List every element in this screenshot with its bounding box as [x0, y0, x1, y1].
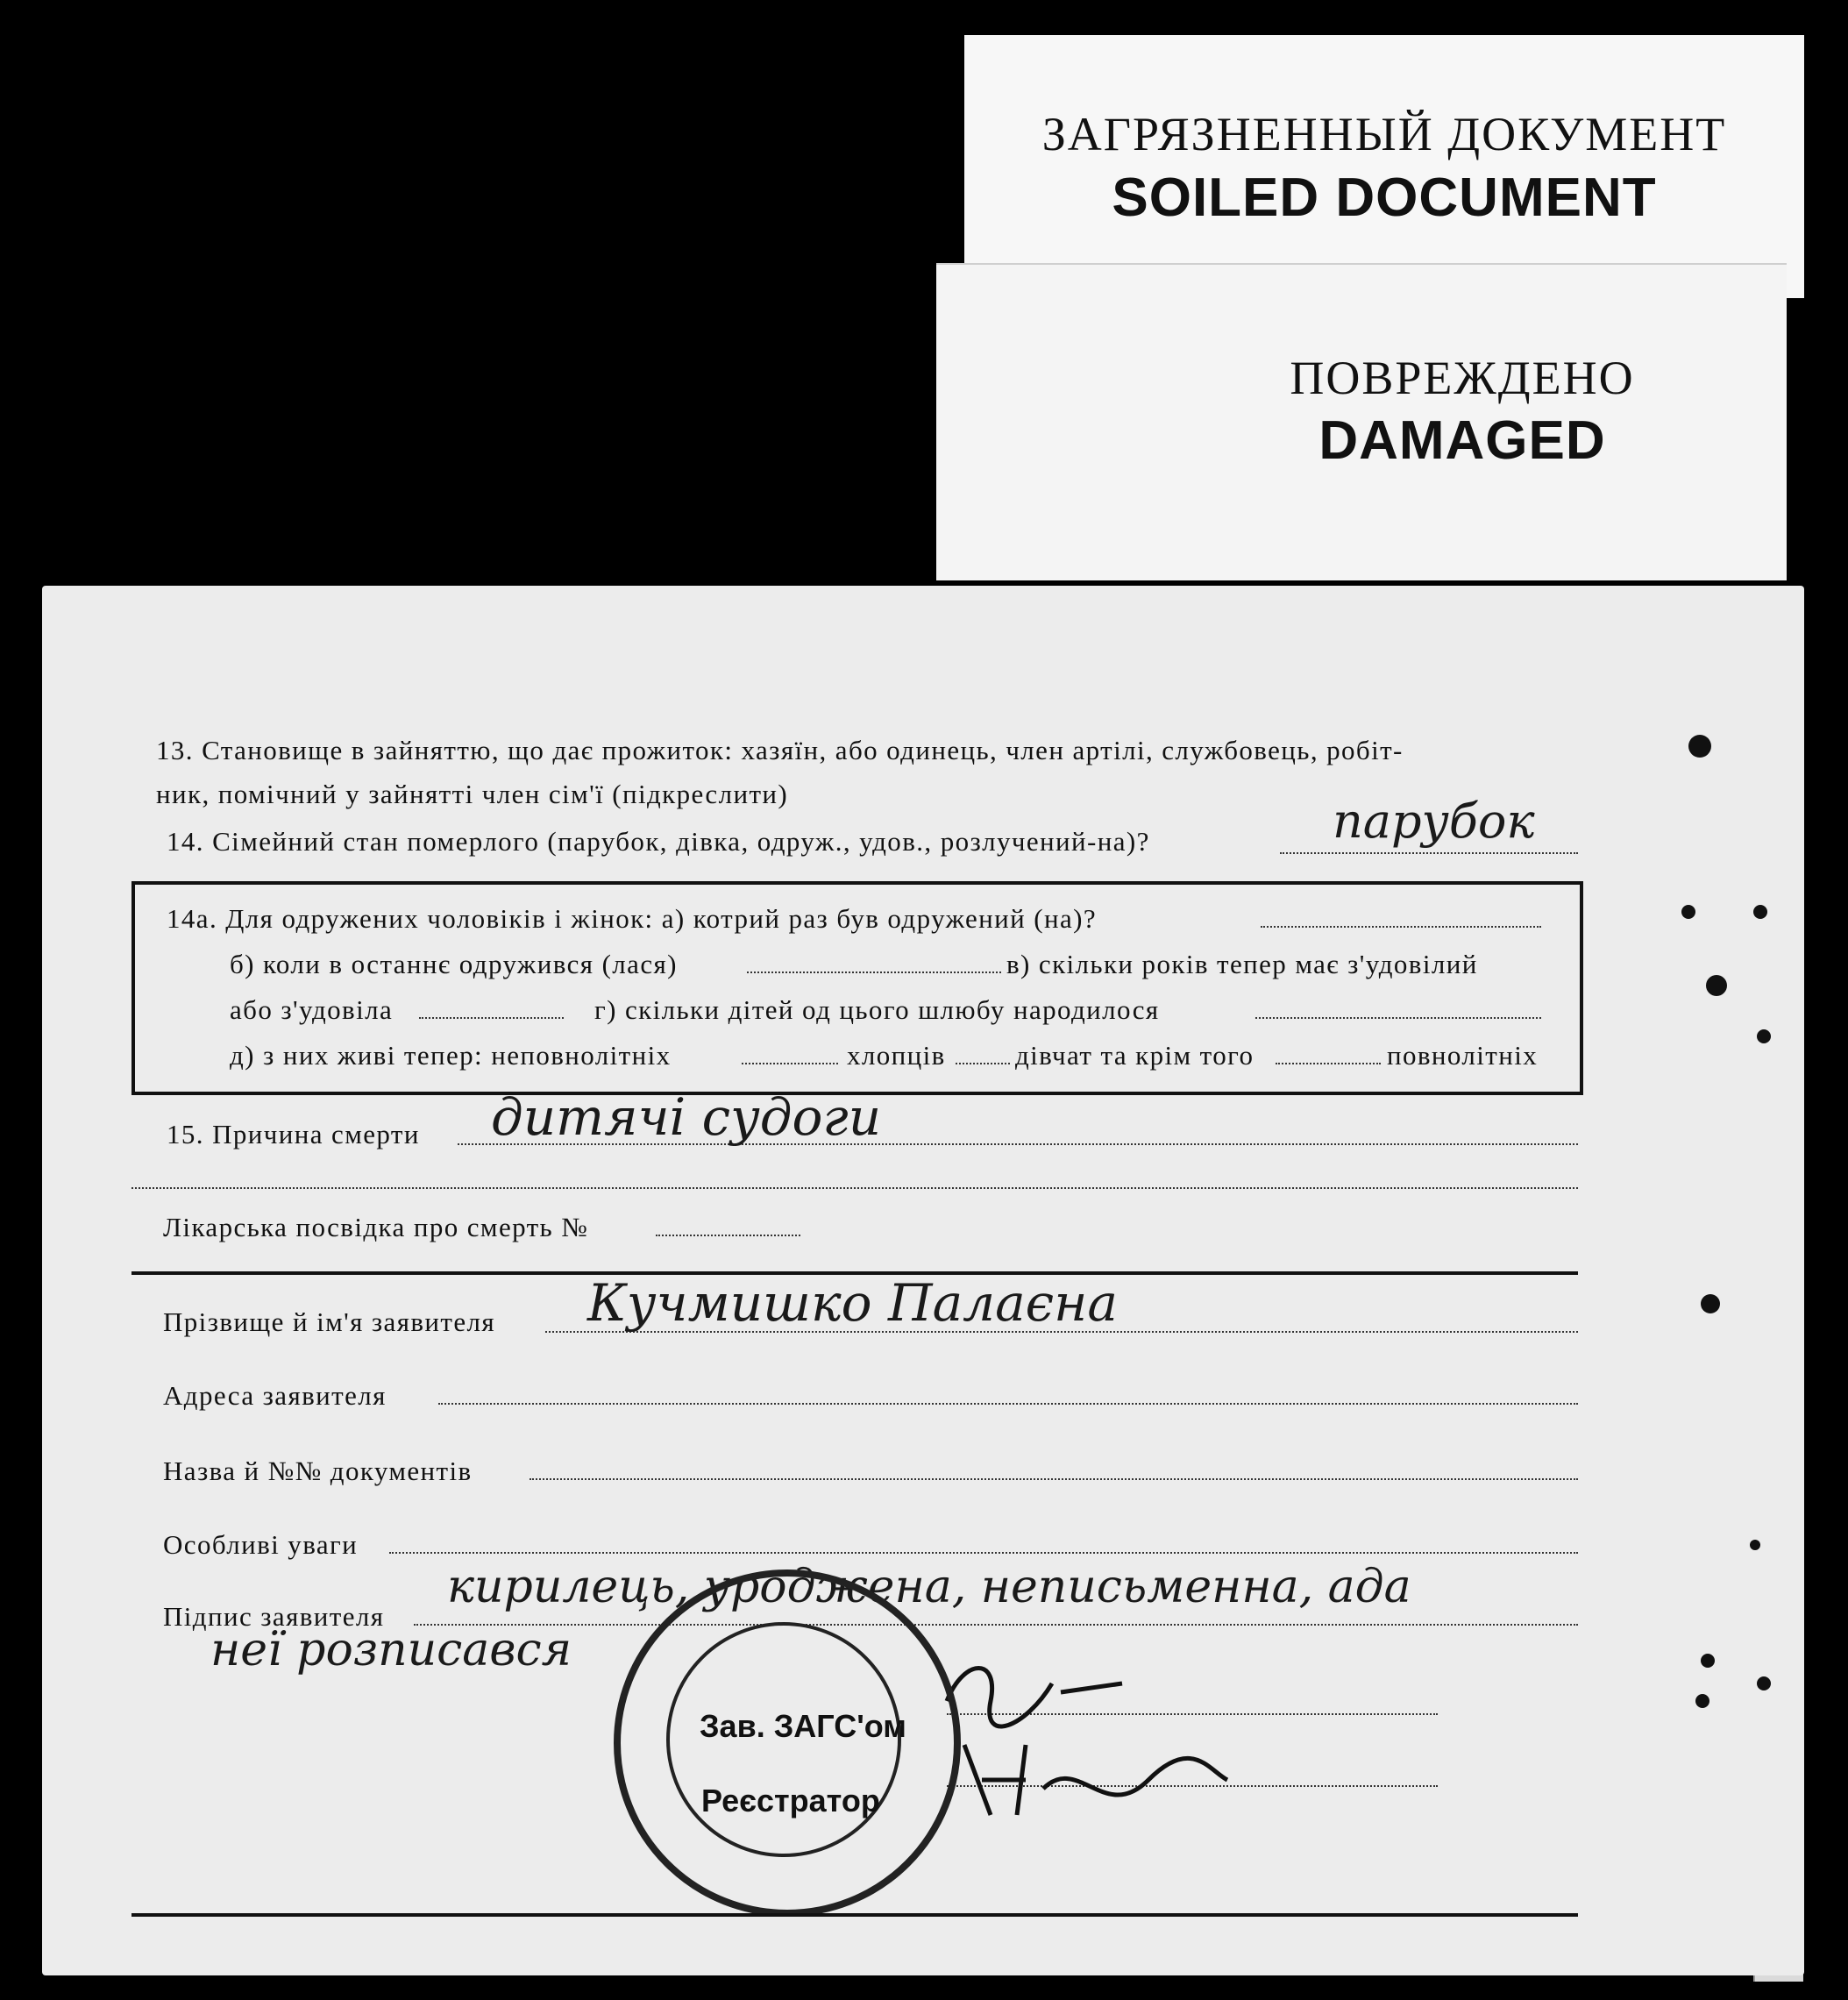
- item-14a-field-a: [1261, 926, 1541, 928]
- punch-hole: [1695, 1694, 1709, 1708]
- applicant-name-label: Прізвище й ім'я заявителя: [163, 1306, 496, 1337]
- damaged-label-en: DAMAGED: [1318, 410, 1606, 471]
- item-15-field-continued: [131, 1187, 1578, 1189]
- notes-field: [389, 1552, 1578, 1554]
- item-14a-line-3b: г) скільки дітей од цього шлюбу народилося: [594, 994, 1160, 1025]
- item-14a-line-2a: б) коли в останнє одружився (лася): [230, 949, 678, 979]
- signature-answer-line-1: кирилець, уроджена, неписьменна, ада: [447, 1561, 1411, 1613]
- item-13-line-1: 13. Становище в зайняттю, що дає прожиток: хазяїн, або одинець, член артілі, службовець, робіт-: [156, 735, 1404, 765]
- item-14a-line-4d: повнолітніх: [1387, 1040, 1539, 1071]
- item-14a-line-4a: д) з них живі тепер: неповнолітніх: [230, 1040, 672, 1071]
- bottom-rule: [131, 1913, 1578, 1917]
- punch-hole: [1750, 1540, 1760, 1550]
- item-15-answer: дитячі судоги: [491, 1087, 882, 1147]
- documents-label: Назва й №№ документів: [163, 1456, 473, 1486]
- soiled-label-en: SOILED DOCUMENT: [1112, 167, 1657, 228]
- item-14a-line-1: 14а. Для одружених чоловіків і жінок: а) котрий раз був одружений (на)?: [167, 903, 1098, 934]
- item-14-label: 14. Сімейний стан померлого (парубок, дівка, одруж., удов., розлучений-на)?: [167, 826, 1150, 857]
- damaged-label-ru: ПОВРЕЖДЕНО: [1290, 352, 1635, 404]
- punch-hole: [1688, 735, 1711, 758]
- item-14a-field-children: [1255, 1017, 1541, 1019]
- item-14a-line-4b: хлопців: [847, 1040, 946, 1071]
- item-14-field: [1280, 852, 1578, 854]
- medical-certificate-field: [656, 1235, 800, 1236]
- item-14a-field-widowed: [419, 1017, 564, 1019]
- soiled-label-ru: ЗАГРЯЗНЕННЫЙ ДОКУМЕНТ: [1041, 108, 1727, 160]
- signature-label: Підпис заявителя: [163, 1601, 385, 1632]
- item-13-line-2: ник, помічний у зайнятті член сім'ї (підкреслити): [156, 779, 789, 809]
- item-14-answer: парубок: [1333, 794, 1535, 849]
- documents-field: [530, 1478, 1578, 1480]
- signature-answer-line-2: неї розписався: [210, 1624, 572, 1676]
- punch-hole: [1681, 905, 1695, 919]
- item-14a-field-b: [747, 972, 1001, 973]
- signature-field: [414, 1624, 1578, 1626]
- item-14a-line-2b: в) скільки років тепер має з'удовілий: [1006, 949, 1478, 979]
- punch-hole: [1701, 1294, 1720, 1313]
- punch-hole: [1757, 1676, 1771, 1690]
- soiled-document-label: [964, 35, 1804, 298]
- applicant-name-answer: Кучмишко Палаєна: [587, 1273, 1118, 1333]
- punch-hole: [1757, 1029, 1771, 1043]
- item-14a-field-boys: [956, 1063, 1010, 1064]
- official-seal: [614, 1569, 961, 1917]
- applicant-address-field: [438, 1403, 1578, 1405]
- item-14a-field-girls: [1276, 1063, 1381, 1064]
- punch-hole: [1701, 1654, 1715, 1668]
- punch-hole: [1753, 905, 1767, 919]
- seal-text-head: Зав. ЗАГС'ом: [700, 1708, 906, 1744]
- item-14a-line-3a: або з'удовіла: [230, 994, 394, 1025]
- item-15-label: 15. Причина смерти: [167, 1119, 420, 1149]
- item-14a-field-minors: [742, 1063, 838, 1064]
- item-14a-line-4c: дівчат та крім того: [1015, 1040, 1255, 1071]
- seal-text-registrar: Реєстратор: [701, 1783, 880, 1819]
- medical-certificate-label: Лікарська посвідка про смерть №: [163, 1212, 589, 1242]
- damaged-document-label: [936, 263, 1787, 580]
- punch-hole: [1706, 975, 1727, 996]
- registrar-signature-icon: [929, 1648, 1245, 1824]
- notes-label: Особливі уваги: [163, 1529, 359, 1560]
- applicant-address-label: Адреса заявителя: [163, 1380, 387, 1411]
